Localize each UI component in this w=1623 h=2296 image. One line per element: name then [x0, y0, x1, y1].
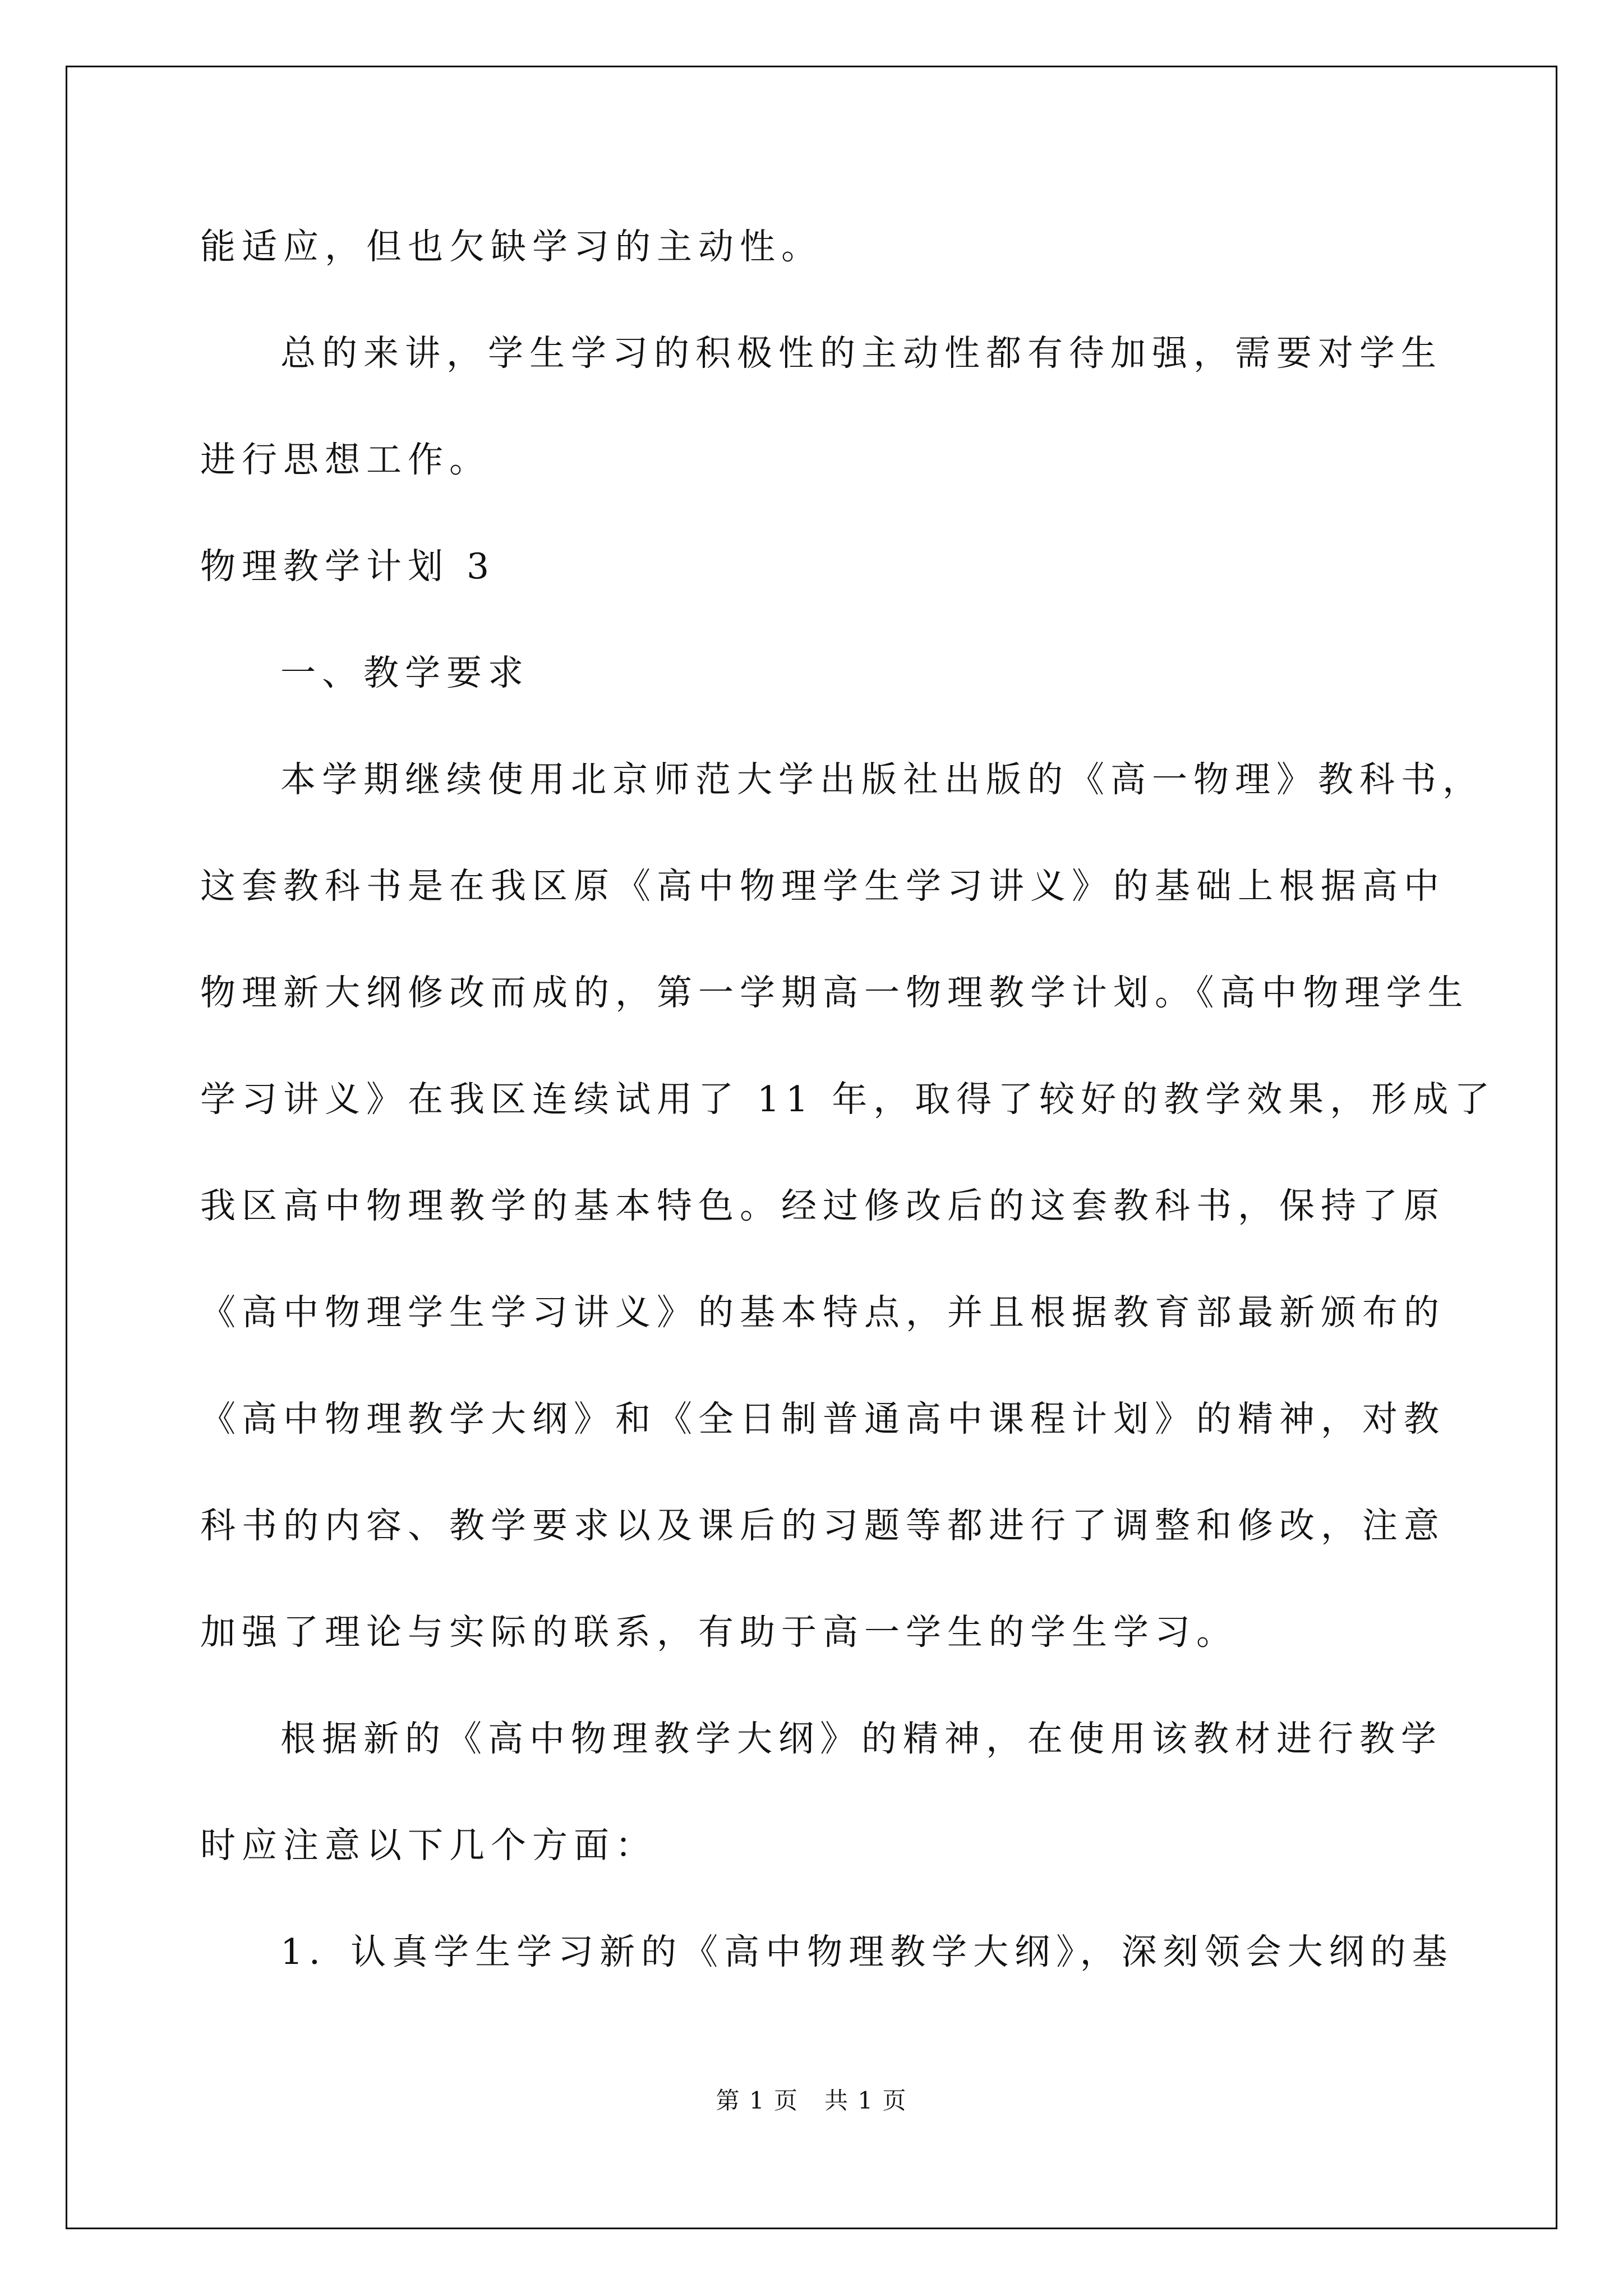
- paragraph-line: 本学期继续使用北京师范大学出版社出版的《高一物理》教科书，: [280, 759, 1484, 800]
- paragraph-line: 根据新的《高中物理教学大纲》的精神，在使用该教材进行教学: [280, 1718, 1442, 1759]
- paragraph-line: 加强了理论与实际的联系，有助于高一学生的学生学习。: [200, 1612, 1238, 1653]
- list-item: 1．认真学生学习新的《高中物理教学大纲》，深刻领会大纲的基: [280, 1931, 1454, 1972]
- paragraph-line: 物理新大纲修改而成的，第一学期高一物理教学计划。《高中物理学生: [200, 972, 1469, 1013]
- paragraph-line: 能适应，但也欠缺学习的主动性。: [200, 226, 823, 267]
- paragraph-line: 《高中物理教学大纲》和《全日制普通高中课程计划》的精神，对教: [200, 1398, 1445, 1439]
- page-border: [66, 66, 1557, 2229]
- paragraph-line: 科书的内容、教学要求以及课后的习题等都进行了调整和修改，注意: [200, 1505, 1445, 1546]
- paragraph-line: 《高中物理学生学习讲义》的基本特点，并且根据教育部最新颁布的: [200, 1292, 1445, 1333]
- subsection-heading: 一、教学要求: [280, 652, 529, 693]
- paragraph-line: 进行思想工作。: [200, 439, 491, 480]
- paragraph-line: 这套教科书是在我区原《高中物理学生学习讲义》的基础上根据高中: [200, 866, 1445, 907]
- paragraph-line: 时应注意以下几个方面：: [200, 1825, 657, 1866]
- paragraph-line: 总的来讲，学生学习的积极性的主动性都有待加强，需要对学生: [280, 333, 1442, 374]
- section-heading: 物理教学计划 3: [200, 546, 496, 587]
- paragraph-line: 学习讲义》在我区连续试用了 11 年，取得了较好的教学效果，形成了: [200, 1079, 1496, 1120]
- paragraph-line: 我区高中物理教学的基本特色。经过修改后的这套教科书，保持了原: [200, 1185, 1445, 1226]
- page-footer: 第 1 页 共 1 页: [716, 2087, 907, 2114]
